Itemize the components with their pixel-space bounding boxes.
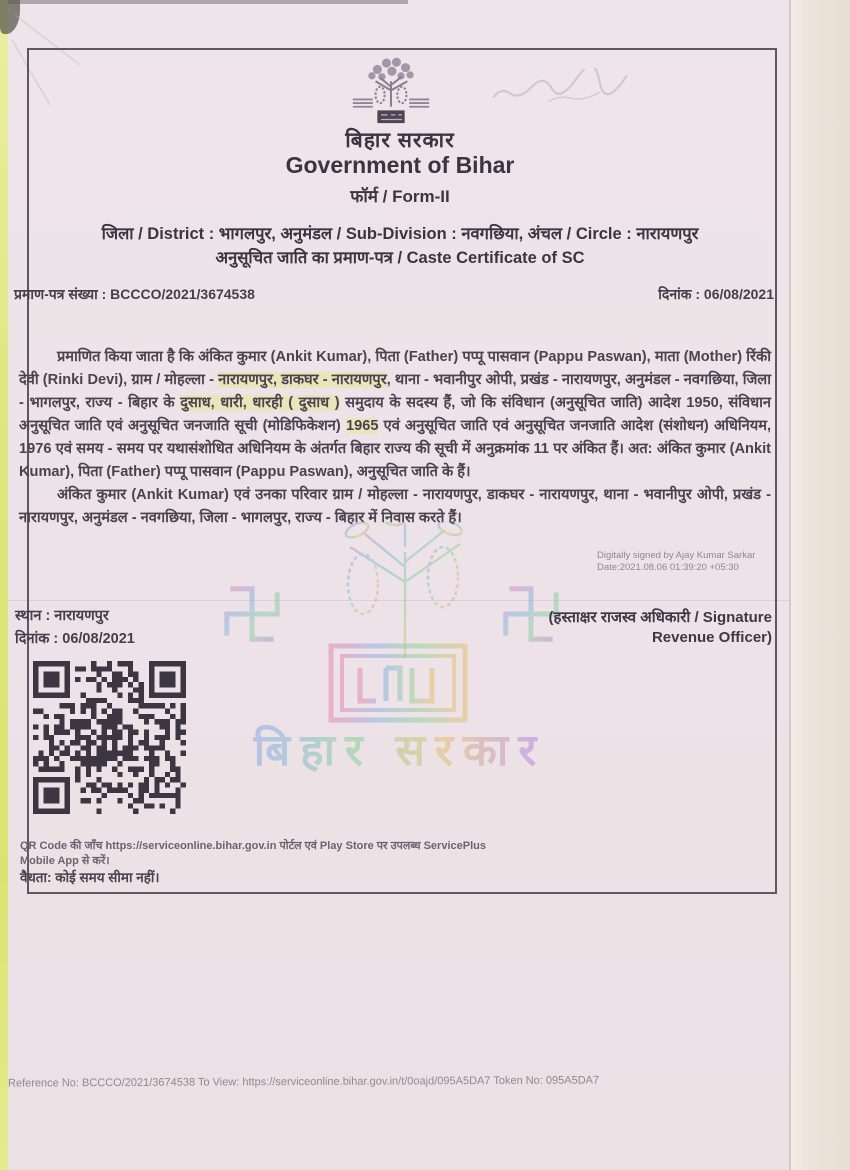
body-text: एवं अनुसूचित जाति एवं अनुसूचित जनजाति आदेश (संशोधन) अधिनियम, 1976 एवं समय - समय पर यथासंशोधित अधिनियम के अंतर्गत बिहार राज्य की सूची में अनुक्रमांक 11 पर अंकित हैं। अत: अंकित कुमार (Ankit Kumar), पिता (Father) पप्पू पासवान (Pappu Paswan), अनुसूचित जाति के हैं। <box>19 418 771 480</box>
qr-instructions-line1: QR Code की जाँच https://serviceonline.bihar.gov.in पोर्टल एवं Play Store पर उपलब्ध ServicePlus <box>20 840 486 852</box>
date-label: दिनांक : 06/08/2021 <box>15 631 135 647</box>
signature-officer-label <box>430 608 772 648</box>
scan-page-edge <box>791 0 850 1170</box>
highlighted-caste-names: दुसाध, धारी, धारही ( दुसाध ) <box>180 395 340 411</box>
district-line: जिला / District : भागलपुर, अनुमंडल / Sub-Division : नवगछिया, अंचल / Circle : नारायणपुर <box>101 225 699 243</box>
qr-code <box>33 661 186 814</box>
validity-note: वैधता: कोई समय सीमा नहीं। <box>20 870 160 885</box>
place-label: स्थान : नारायणपुर <box>15 608 109 624</box>
place-date-block <box>15 605 135 651</box>
qr-instructions-line2: Mobile App से करें। <box>20 855 110 867</box>
government-name-hindi: बिहार सरकार <box>345 129 455 152</box>
body-text: समुदाय के सदस्य हैं, जो कि संविधान (अनुसूचित जाति) आदेश 1950, संविधान अनुसूचित जाति एवं अनुसूचित जनजाति सूची (मोडिफिकेशन) <box>19 395 772 434</box>
body-text: , थाना - भवानीपुर ओपी, प्रखंड - नारायणपुर, अनुमंडल - नवगछिया, जिला - भागलपुर, राज्य - बिहार के <box>19 372 771 411</box>
issue-date: दिनांक : 06/08/2021 <box>658 286 774 302</box>
signature-officer-line1: (हस्ताक्षर राजस्व अधिकारी / Signature <box>548 609 772 626</box>
qr-instructions <box>20 839 486 869</box>
reference-footer: Reference No: BCCCO/2021/3674538 To View: https://serviceonline.bihar.gov.in/t/0oajd/095A5DA7 Token No: 095A5DA7 <box>7 1074 600 1090</box>
digital-signature-line2: Date:2021.08.06 01:39:20 +05:30 <box>597 562 739 573</box>
digital-signature-text <box>597 550 755 574</box>
swastika-icon <box>213 578 291 650</box>
watermark-text: बिहार सरकार <box>180 718 620 778</box>
highlighted-year: 1965 <box>345 418 379 434</box>
body-text: प्रमाणित किया जाता है कि अंकित कुमार (Ankit Kumar), पिता (Father) पप्पू पासवान (Pappu Paswan), माता (Mother) रिंकी देवी (Rinki Devi), ग्राम / मोहल्ला - <box>19 349 771 388</box>
certificate-title: अनुसूचित जाति का प्रमाण-पत्र / Caste Certificate of SC <box>215 249 585 267</box>
certificate-meta-row <box>14 285 774 304</box>
scan-top-shadow <box>8 0 408 4</box>
signature-officer-line2: Revenue Officer) <box>651 629 772 646</box>
form-number: फॉर्म / Form-II <box>350 187 450 206</box>
residence-paragraph: अंकित कुमार (Ankit Kumar) एवं उनका परिवार ग्राम / मोहल्ला - नारायणपुर, डाकघर - नारायणपुर, थाना - भवानीपुर ओपी, प्रखंड - नारायणपुर, अनुमंडल - नवगछिया, जिला - भागलपुर, राज्य - बिहार में निवास करते हैं। <box>19 487 771 526</box>
certificate-number: प्रमाण-पत्र संख्या : BCCCO/2021/3674538 <box>14 286 255 302</box>
bihar-emblem-icon <box>345 54 437 134</box>
highlighted-text: नारायणपुर, डाकघर - नारायणपुर <box>218 372 387 388</box>
digital-signature-line1: Digitally signed by Ajay Kumar Sarkar <box>597 550 756 561</box>
certificate-body-paragraph <box>19 346 771 484</box>
government-name-english: Government of Bihar <box>285 152 515 178</box>
page-edge-strip <box>0 0 8 1170</box>
watermark-plaque <box>328 643 468 723</box>
